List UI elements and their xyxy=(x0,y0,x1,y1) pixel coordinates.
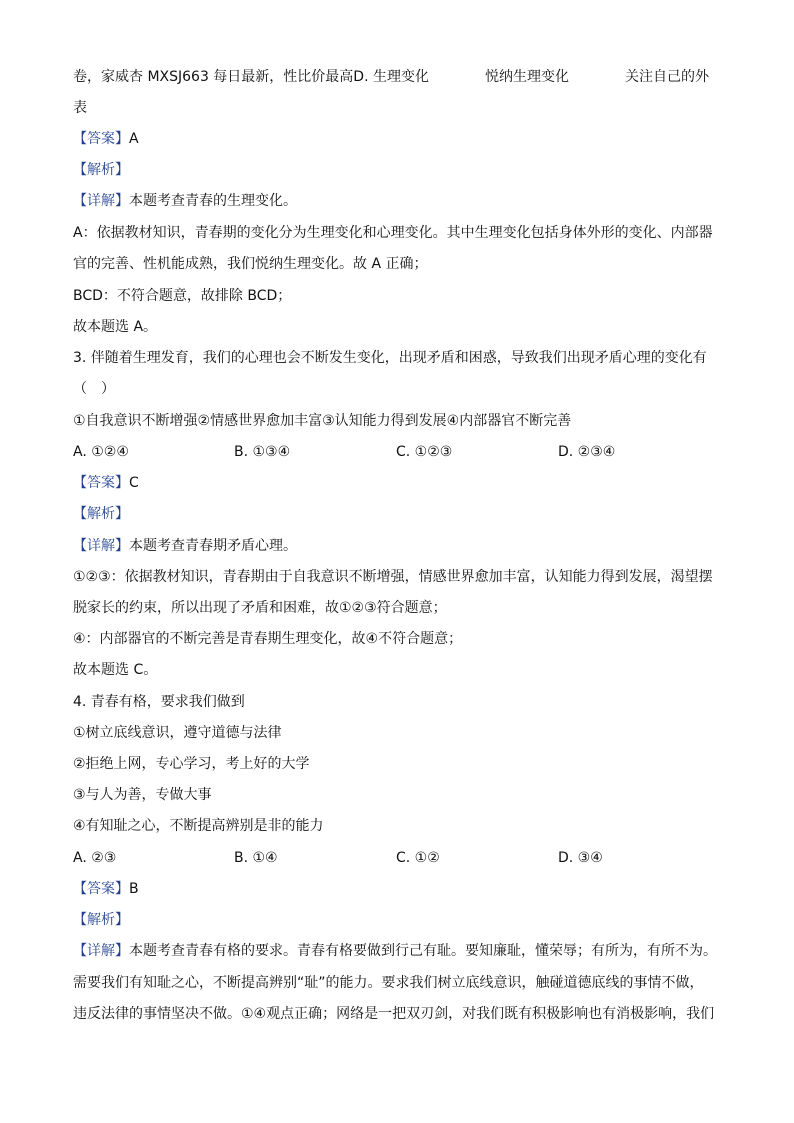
q3-option-c: C. ①②③ xyxy=(396,444,453,460)
detail-label: 【详解】 xyxy=(73,943,129,959)
q2-option-d-text: 卷，家威杏 MXSJ663 每日最新，性比价最高D. 生理变化 xyxy=(73,69,429,85)
q2-detail xyxy=(73,191,297,211)
detail-label: 【详解】 xyxy=(73,538,129,554)
q3-detail-1: ①②③：依据教材知识，青春期由于自我意识不断增强，情感世界愈加丰富，认知能力得到发展，渴望摆 xyxy=(73,569,713,585)
q2-option-d-line xyxy=(73,67,709,87)
analysis-label: 【解析】 xyxy=(73,912,129,928)
q4-option-c: C. ①② xyxy=(396,850,440,866)
q4-item-2: ②拒绝上网，专心学习，考上好的大学 xyxy=(73,756,310,772)
q2-detail-a-2: 官的完善、性机能成熟，我们悦纳生理变化。故 A 正确； xyxy=(73,256,428,272)
q4-detail-2: 需要我们有知耻之心，不断提高辨别“耻”的能力。要求我们树立底线意识，触碰道德底线的事情不做， xyxy=(73,975,704,991)
q2-analysis xyxy=(73,160,129,180)
q4-answer xyxy=(73,879,139,899)
q4-option-d: D. ③④ xyxy=(558,850,603,866)
q3-answer xyxy=(73,473,139,493)
q4-stem: 4. 青春有格，要求我们做到 xyxy=(73,694,245,710)
analysis-label: 【解析】 xyxy=(73,162,129,178)
q4-option-a: A. ②③ xyxy=(73,850,117,866)
q2-detail-a-1: A：依据教材知识，青春期的变化分为生理变化和心理变化。其中生理变化包括身体外形的变化、内部器 xyxy=(73,225,713,241)
q3-option-d: D. ②③④ xyxy=(558,444,616,460)
q4-analysis xyxy=(73,910,129,930)
q2-answer xyxy=(73,129,139,149)
q3-items: ①自我意识不断增强②情感世界愈加丰富③认知能力得到发展④内部器官不断完善 xyxy=(73,413,572,429)
answer-label: 【答案】 xyxy=(73,881,129,897)
detail-label: 【详解】 xyxy=(73,193,129,209)
q2-option-d-text-2: 悦纳生理变化 xyxy=(485,69,569,85)
answer-label: 【答案】 xyxy=(73,475,129,491)
q4-option-b: B. ①④ xyxy=(234,850,278,866)
q4-detail-3: 违反法律的事情坚决不做。①④观点正确；网络是一把双刃剑，对我们既有积极影响也有消极影响，我们 xyxy=(73,1006,715,1022)
q2-conclusion: 故本题选 A。 xyxy=(73,319,158,335)
q4-item-3: ③与人为善，专做大事 xyxy=(73,787,212,803)
detail-text: 本题考查青春期矛盾心理。 xyxy=(129,538,297,554)
answer-label: 【答案】 xyxy=(73,131,129,147)
q3-conclusion: 故本题选 C。 xyxy=(73,662,158,678)
q3-option-a: A. ①②④ xyxy=(73,444,129,460)
q2-option-d-continuation: 表 xyxy=(73,100,87,116)
detail-text: 本题考查青春有格的要求。青春有格要做到行己有耻。要知廉耻，懂荣辱；有所为，有所不为。 xyxy=(129,943,717,959)
q2-detail-bcd: BCD：不符合题意，故排除 BCD； xyxy=(73,288,292,304)
answer-value: A xyxy=(129,131,139,147)
q3-analysis xyxy=(73,504,129,524)
q2-option-d-text-3: 关注自己的外 xyxy=(625,69,709,85)
q3-detail-2: 脱家长的约束，所以出现了矛盾和困难，故①②③符合题意； xyxy=(73,600,447,616)
analysis-label: 【解析】 xyxy=(73,506,129,522)
q3-option-b: B. ①③④ xyxy=(234,444,291,460)
detail-text: 本题考查青春的生理变化。 xyxy=(129,193,297,209)
answer-value: C xyxy=(129,475,139,491)
q3-detail-3: ④：内部器官的不断完善是青春期生理变化，故④不符合题意； xyxy=(73,631,463,647)
q4-item-1: ①树立底线意识，遵守道德与法律 xyxy=(73,725,282,741)
q4-detail xyxy=(73,941,717,961)
q3-stem: 3. 伴随着生理发育，我们的心理也会不断发生变化，出现矛盾和困惑，导致我们出现矛盾心理的变化有 xyxy=(73,350,707,366)
q4-item-4: ④有知耻之心，不断提高辨别是非的能力 xyxy=(73,818,324,834)
q3-stem-bracket: （ ） xyxy=(73,381,115,397)
answer-value: B xyxy=(129,881,139,897)
q3-detail xyxy=(73,536,297,556)
